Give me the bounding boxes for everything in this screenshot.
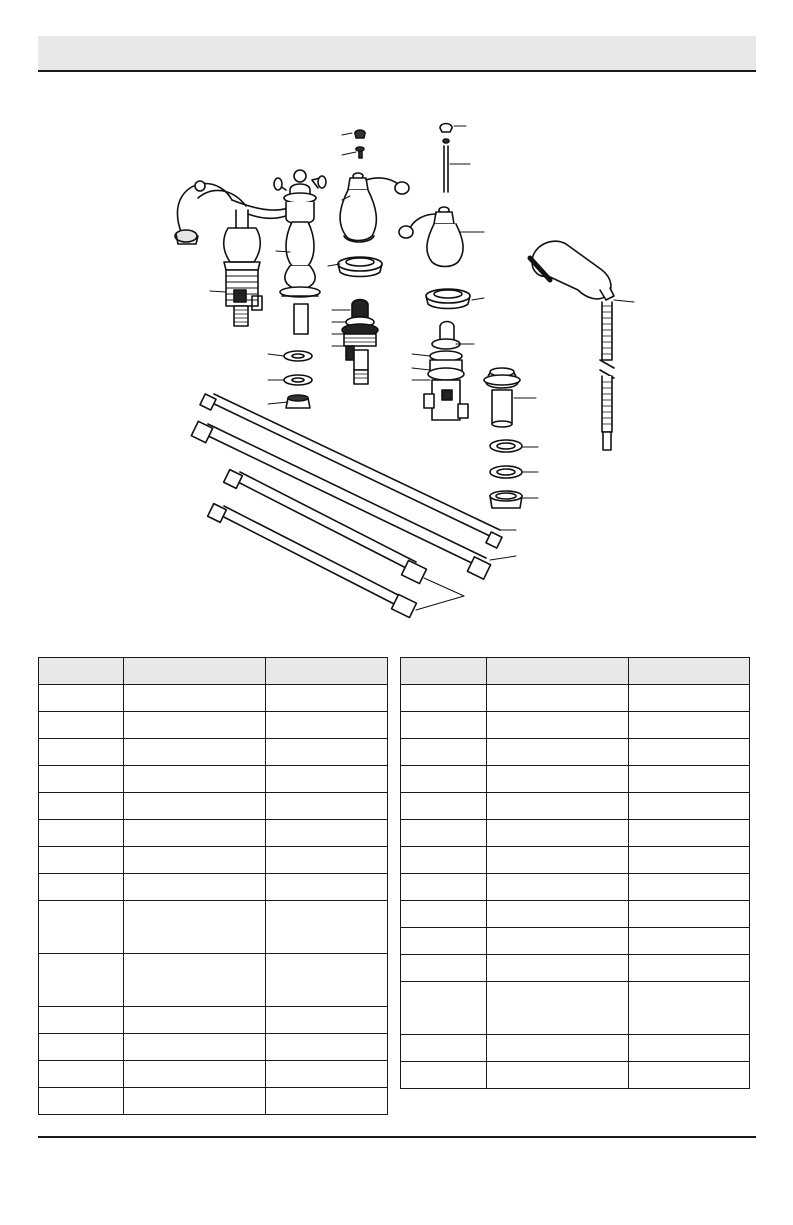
table-cell (39, 793, 124, 820)
table-cell (124, 766, 266, 793)
center-column-part (274, 170, 326, 334)
table-cell (39, 820, 124, 847)
table-row (39, 793, 388, 820)
table-cell (629, 982, 750, 1035)
table-cell (401, 712, 487, 739)
table-cell (39, 847, 124, 874)
column-header (39, 658, 124, 685)
table-cell (401, 739, 487, 766)
handle-right (399, 207, 463, 267)
table-cell (124, 793, 266, 820)
table-cell (266, 739, 388, 766)
table-row (39, 1088, 388, 1115)
table-header-row (401, 658, 750, 685)
table-cell (266, 685, 388, 712)
table-cell (124, 1034, 266, 1061)
table-cell (124, 820, 266, 847)
table-cell (629, 712, 750, 739)
table-cell (401, 928, 487, 955)
table-cell (629, 928, 750, 955)
table-cell (401, 685, 487, 712)
table-row (39, 712, 388, 739)
table-cell (124, 901, 266, 954)
table-cell (124, 847, 266, 874)
table-cell (629, 874, 750, 901)
table-row (39, 685, 388, 712)
parts-table-left (38, 657, 388, 1115)
table-cell (401, 982, 487, 1035)
table-cell (124, 954, 266, 1007)
table-cell (39, 739, 124, 766)
table-cell (487, 820, 629, 847)
table-cell (629, 793, 750, 820)
column-header (266, 658, 388, 685)
table-cell (487, 685, 629, 712)
table-row (39, 847, 388, 874)
washer-2 (284, 375, 312, 385)
table-row (401, 955, 750, 982)
table-cell (401, 820, 487, 847)
table-cell (39, 685, 124, 712)
table-cell (266, 954, 388, 1007)
table-cell (39, 901, 124, 954)
table-row (401, 766, 750, 793)
table-row (401, 928, 750, 955)
table-cell (487, 766, 629, 793)
column-header (124, 658, 266, 685)
column-header (487, 658, 629, 685)
table-cell (401, 901, 487, 928)
table-cell (39, 954, 124, 1007)
table-cell (629, 739, 750, 766)
table-row (401, 874, 750, 901)
table-cell (266, 847, 388, 874)
table-cell (629, 766, 750, 793)
table-cell (39, 712, 124, 739)
table-row (39, 901, 388, 954)
nut-1 (286, 395, 310, 408)
washer-4 (490, 466, 522, 478)
table-cell (629, 685, 750, 712)
table-cell (266, 1034, 388, 1061)
table-cell (39, 1007, 124, 1034)
table-cell (629, 847, 750, 874)
table-cell (401, 766, 487, 793)
table-row (401, 1035, 750, 1062)
table-cell (266, 901, 388, 954)
table-row (39, 820, 388, 847)
table-cell (39, 1034, 124, 1061)
table-cell (487, 1035, 629, 1062)
table-row (401, 712, 750, 739)
flange-left (338, 257, 382, 277)
table-row (401, 847, 750, 874)
supply-hose-2 (191, 421, 490, 579)
column-header (629, 658, 750, 685)
flange-right (426, 289, 470, 309)
table-cell (487, 1062, 629, 1089)
column-header (401, 658, 487, 685)
table-cell (487, 901, 629, 928)
table-cell (487, 955, 629, 982)
table-row (39, 1007, 388, 1034)
table-cell (629, 901, 750, 928)
table-cell (487, 847, 629, 874)
spout-part (175, 181, 300, 326)
table-cell (629, 955, 750, 982)
table-row (401, 820, 750, 847)
table-cell (124, 712, 266, 739)
table-cell (401, 1062, 487, 1089)
table-cell (401, 847, 487, 874)
table-cell (401, 793, 487, 820)
hand-shower-part (530, 241, 614, 450)
table-cell (39, 766, 124, 793)
table-cell (124, 1088, 266, 1115)
table-row (39, 874, 388, 901)
table-cell (487, 928, 629, 955)
table-row (401, 1062, 750, 1089)
washer-1 (284, 351, 312, 361)
table-cell (266, 766, 388, 793)
small-cap-right (440, 124, 452, 193)
table-row (39, 739, 388, 766)
table-cell (266, 793, 388, 820)
table-cell (629, 1035, 750, 1062)
valve-left (342, 300, 378, 385)
parts-table-right (400, 657, 750, 1089)
table-cell (124, 1061, 266, 1088)
table-cell (401, 955, 487, 982)
table-cell (487, 739, 629, 766)
washer-3 (490, 440, 522, 452)
table-cell (266, 1007, 388, 1034)
table-row (39, 1061, 388, 1088)
callout-leaders (210, 126, 634, 610)
table-cell (487, 712, 629, 739)
table-cell (401, 1035, 487, 1062)
table-cell (266, 1088, 388, 1115)
table-row (401, 793, 750, 820)
nut-2 (490, 491, 522, 508)
table-cell (39, 874, 124, 901)
table-row (401, 739, 750, 766)
table-cell (124, 685, 266, 712)
table-cell (39, 1088, 124, 1115)
table-cell (629, 1062, 750, 1089)
table-row (401, 982, 750, 1035)
small-cap-left (355, 130, 365, 158)
table-cell (39, 1061, 124, 1088)
table-row (401, 901, 750, 928)
table-cell (487, 793, 629, 820)
table-cell (266, 1061, 388, 1088)
table-cell (487, 982, 629, 1035)
table-cell (266, 820, 388, 847)
table-row (39, 1034, 388, 1061)
table-row (39, 954, 388, 1007)
valve-right (424, 322, 468, 421)
table-cell (124, 874, 266, 901)
table-header-row (39, 658, 388, 685)
table-cell (266, 874, 388, 901)
table-cell (266, 712, 388, 739)
table-row (39, 766, 388, 793)
table-cell (124, 739, 266, 766)
table-cell (487, 874, 629, 901)
table-cell (629, 820, 750, 847)
footer-rule (38, 1136, 756, 1138)
table-row (401, 685, 750, 712)
table-cell (124, 1007, 266, 1034)
table-cell (401, 874, 487, 901)
